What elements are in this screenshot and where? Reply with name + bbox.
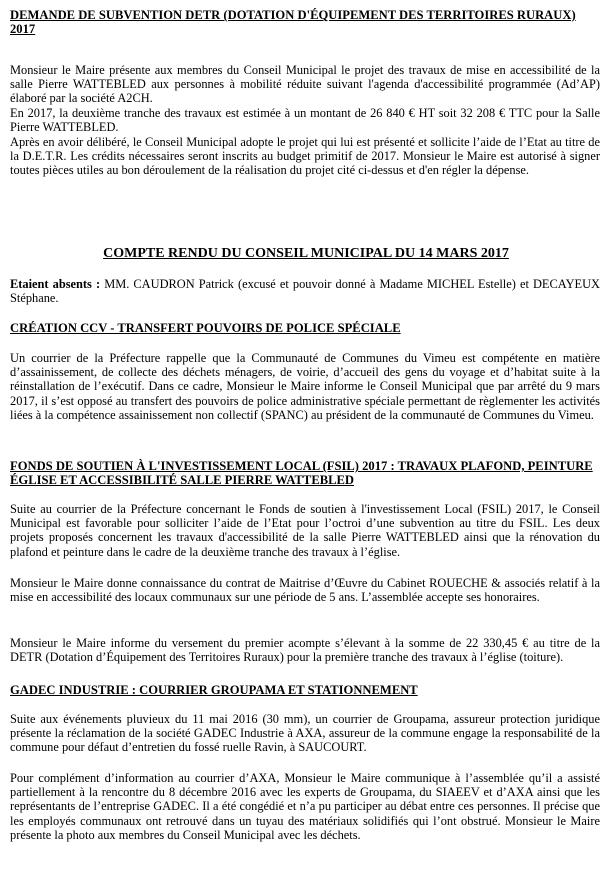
paragraph-detr-presentation: Monsieur le Maire présente aux membres du Conseil Municipal le projet des travaux de mise en accessibilité de la salle Pierre WATTEBLED aux personnes à mobilité réduite suivant l'agenda d'accessibilité programmée (Ad’AP) élaboré par la société A2CH. [10, 63, 600, 106]
section-heading-fsil: FONDS DE SOUTIEN À L'INVESTISSEMENT LOCAL (FSIL) 2017 : TRAVAUX PLAFOND, PEINTURE ÉGLISE ET ACCESSIBILITÉ SALLE PIERRE WATTEBLED [10, 459, 593, 487]
absents-text: MM. CAUDRON Patrick (excusé et pouvoir donné à Madame MICHEL Estelle) et DECAYEUX Stéphane. [10, 277, 600, 306]
paragraph-fsil-contrat: Monsieur le Maire donne connaissance du contrat de Maitrise d’Œuvre du Cabinet ROUECHE & associés relatif à la mise en accessibilité des locaux communaux sur une période de 5 ans. L’assemblée accepte ses honoraires. [10, 576, 600, 605]
paragraph-fsil-courrier: Suite au courrier de la Préfecture concernant le Fonds de soutien à l'investissement Local (FSIL) 2017, le Conseil Municipal est favorable pour solliciter l’aide de l’Etat pour l’octroi d’une subvention au titre du FSIL. Les deux projets proposés concernent les travaux d'accessibilité de la salle Pierre WATTEBLED ainsi que la rénovation du plafond et peinture dans le cadre de la deuxième tranche des travaux à l’église. [10, 502, 600, 559]
paragraph-ccv: Un courrier de la Préfecture rappelle que la Communauté de Communes du Vimeu est compétente en matière d’assainissement, de collecte des déchets ménagers, de voirie, d’accueil des gens du voyage et d’habitat suite à la réinstallation de l’exécutif. Dans ce cadre, Monsieur le Maire informe le Conseil Municipal que par arrêté du 9 mars 2017, il s’est opposé au transfert des pouvoirs de police administrative spéciale permettant de règlementer les activités liées à la compétence assainissement non collectif (SPANC) au président de la communauté de Communes du Vimeu. [10, 351, 600, 422]
section-heading-gadec: GADEC INDUSTRIE : COURRIER GROUPAMA ET STATIONNEMENT [10, 683, 418, 697]
paragraph-fsil-acompte: Monsieur le Maire informe du versement du premier acompte s’élevant à la somme de 22 330,45 € au titre de la DETR (Dotation d’Équipement des Territoires Ruraux) pour la première tranche des travaux à l’église (toiture). [10, 636, 600, 665]
paragraph-gadec-courrier: Suite aux événements pluvieux du 11 mai 2016 (30 mm), un courrier de Groupama, assureur protection juridique présente la réclamation de la société GADEC Industrie à AXA, assureur de la commune engage la responsabilité de la commune pour défaut d’entretien du fossé ruelle Ravin, à SAUCOURT. [10, 712, 600, 755]
paragraph-detr-montant: En 2017, la deuxième tranche des travaux est estimée à un montant de 26 840 € HT soit 32 208 € TTC pour la Salle Pierre WATTEBLED. [10, 106, 600, 135]
absents-paragraph [10, 277, 600, 305]
page-title: COMPTE RENDU DU CONSEIL MUNICIPAL DU 14 MARS 2017 [103, 246, 509, 261]
paragraph-gadec-complement: Pour complément d’information au courrier d’AXA, Monsieur le Maire communique à l’assemblée qu’il a assisté partiellement à la rencontre du 8 décembre 2016 avec les experts de Groupama, du SIAEEV et d’AXA ainsi que les représentants de l’entreprise GADEC. Il a été congédié et n’a pu participer au débat entre ces personnes. Il précise que les employés communaux ont retrouvé dans un tuyau des matériaux solidifiés qui l’ont obstrué. Monsieur le Maire présente la photo aux membres du Conseil Municipal avec les déchets. [10, 771, 600, 842]
paragraph-detr-deliberation: Après en avoir délibéré, le Conseil Municipal adopte le projet qui lui est présenté et sollicite l’aide de l’Etat au titre de la D.E.T.R. Les crédits nécessaires seront inscrits au budget primitif de 2017. Monsieur le Maire est autorisé à signer toutes pièces utiles au bon déroulement de la réalisation du projet cité ci-dessus et d'en régler la dépense. [10, 135, 600, 178]
section-heading-detr: DEMANDE DE SUBVENTION DETR (DOTATION D'ÉQUIPEMENT DES TERRITOIRES RURAUX) 2017 [10, 8, 576, 36]
section-heading-ccv: CRÉATION CCV - TRANSFERT POUVOIRS DE POLICE SPÉCIALE [10, 321, 401, 335]
absents-label: Etaient absents : [10, 277, 101, 291]
